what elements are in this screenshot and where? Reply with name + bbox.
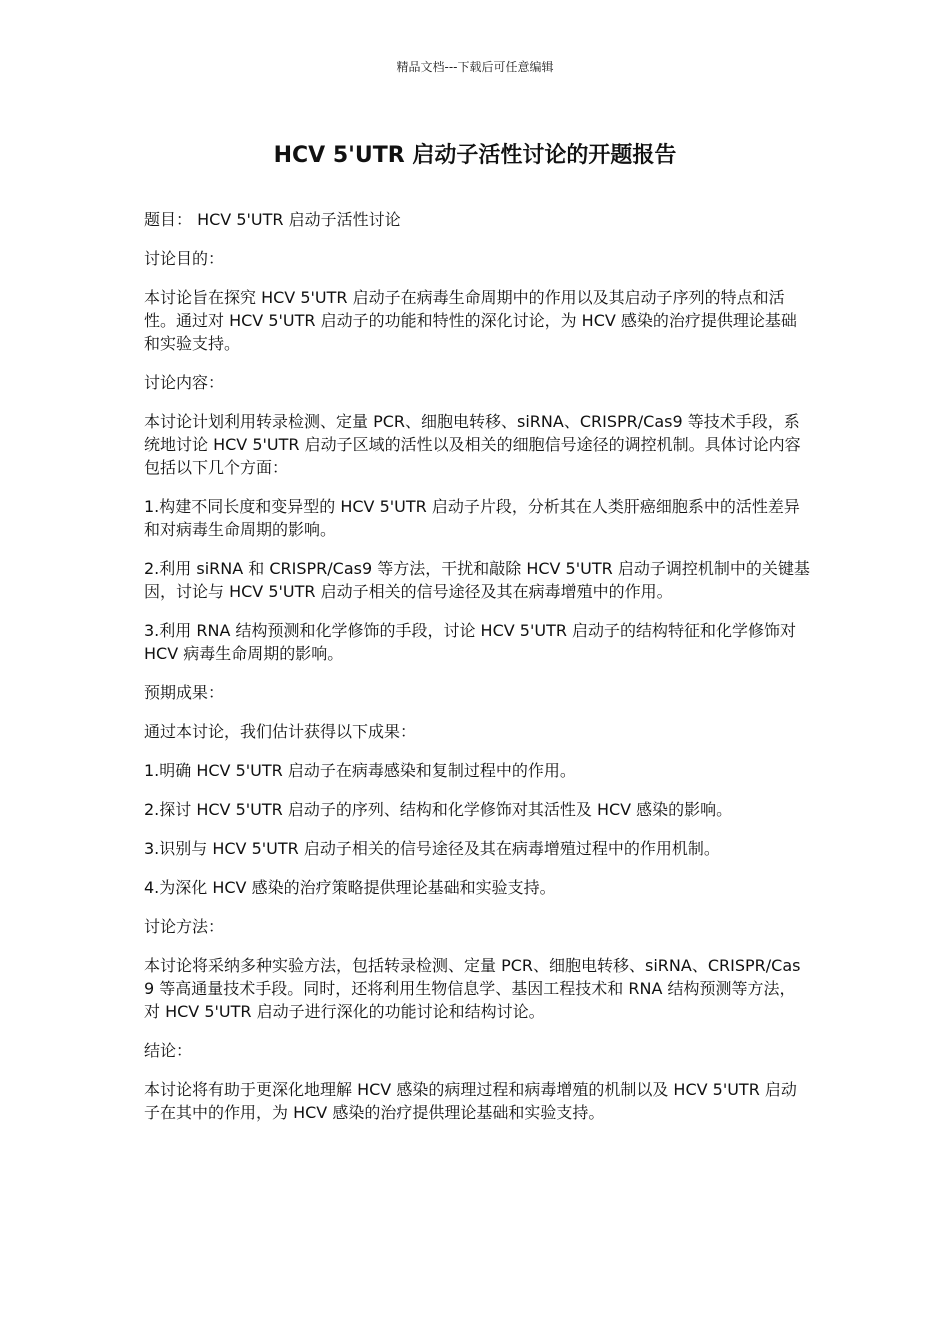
document-body (144, 208, 810, 1140)
results-item-1: 1.明确 HCV 5'UTR 启动子在病毒感染和复制过程中的作用。 (144, 761, 576, 780)
methods-paragraph: 本讨论将采纳多种实验方法，包括转录检测、定量 PCR、细胞电转移、siRNA、CRISPR/Cas9 等高通量技术手段。同时，还将利用生物信息学、基因工程技术和 RNA 结构预测等方法，对 HCV 5'UTR 启动子进行深化的功能讨论和结构讨论。 (144, 956, 801, 1021)
content-item-1: 1.构建不同长度和变异型的 HCV 5'UTR 启动子片段，分析其在人类肝癌细胞系中的活性差异和对病毒生命周期的影响。 (144, 497, 800, 539)
content-item-2: 2.利用 siRNA 和 CRISPR/Cas9 等方法，干扰和敲除 HCV 5'UTR 启动子调控机制中的关键基因，讨论与 HCV 5'UTR 启动子相关的信号途径及其在病毒增殖中的作用。 (144, 559, 810, 601)
results-intro: 通过本讨论，我们估计获得以下成果： (144, 722, 417, 741)
section-heading-purpose: 讨论目的： (144, 249, 225, 268)
section-heading-results: 预期成果： (144, 683, 225, 702)
topic-line: 题目： HCV 5'UTR 启动子活性讨论 (144, 210, 401, 229)
purpose-paragraph: 本讨论旨在探究 HCV 5'UTR 启动子在病毒生命周期中的作用以及其启动子序列的特点和活性。通过对 HCV 5'UTR 启动子的功能和特性的深化讨论，为 HCV 感染的治疗提供理论基础和实验支持。 (144, 288, 797, 353)
section-heading-conclusion: 结论： (144, 1041, 193, 1060)
results-item-4: 4.为深化 HCV 感染的治疗策略提供理论基础和实验支持。 (144, 878, 556, 897)
conclusion-paragraph: 本讨论将有助于更深化地理解 HCV 感染的病理过程和病毒增殖的机制以及 HCV 5'UTR 启动子在其中的作用，为 HCV 感染的治疗提供理论基础和实验支持。 (144, 1080, 797, 1122)
header-note: 精品文档---下载后可任意编辑 (396, 60, 554, 74)
results-item-2: 2.探讨 HCV 5'UTR 启动子的序列、结构和化学修饰对其活性及 HCV 感染的影响。 (144, 800, 733, 819)
section-heading-content: 讨论内容： (144, 373, 225, 392)
section-heading-methods: 讨论方法： (144, 917, 225, 936)
document-title: HCV 5'UTR 启动子活性讨论的开题报告 (273, 143, 677, 168)
content-item-3: 3.利用 RNA 结构预测和化学修饰的手段，讨论 HCV 5'UTR 启动子的结构特征和化学修饰对 HCV 病毒生命周期的影响。 (144, 621, 797, 663)
content-paragraph: 本讨论计划利用转录检测、定量 PCR、细胞电转移、siRNA、CRISPR/Cas9 等技术手段，系统地讨论 HCV 5'UTR 启动子区域的活性以及相关的细胞信号途径的调控机制。具体讨论内容包括以下几个方面： (144, 412, 801, 477)
results-item-3: 3.识别与 HCV 5'UTR 启动子相关的信号途径及其在病毒增殖过程中的作用机制。 (144, 839, 720, 858)
